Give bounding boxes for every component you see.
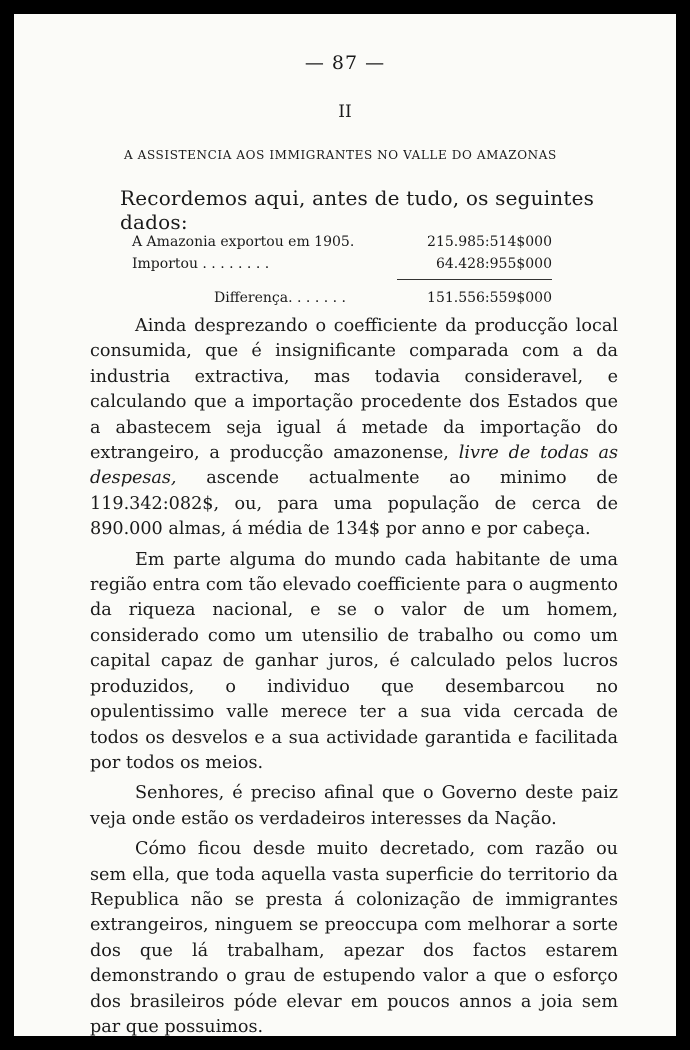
paragraph: Senhores, é preciso afinal que o Governo deste paiz veja onde estão os verdadeiros interesses da Nação. xyxy=(90,783,618,829)
table-row xyxy=(132,256,552,278)
intro-line: Recordemos aqui, antes de tudo, os seguintes dados: xyxy=(120,186,595,234)
table-row xyxy=(132,234,552,256)
paragraph xyxy=(90,314,618,543)
row-label: Importou . . . . . . . . xyxy=(132,256,270,272)
book-page xyxy=(14,14,676,1036)
chapter-number: II xyxy=(338,102,352,122)
row-value: 64.428:955$000 xyxy=(435,256,552,272)
trade-table xyxy=(132,234,552,312)
page-number: — 87 — xyxy=(304,52,386,74)
paragraph: Em parte alguma do mundo cada habitante de uma região entra com tão elevado coefficiente para o augmento da riqueza nacional, e se o valor de um homem, considerado como um utensilio de trabalho ou como um capital capaz de ganhar juros, é calculado pelos lucros produzidos, o individuo que desembarcou no opulentissimo valle merece ter a sua vida cercada de todos os desvelos e a sua actividade garantida e facilitada por todos os meios. xyxy=(90,549,618,773)
row-label: A Amazonia exportou em 1905. xyxy=(132,234,355,250)
total-value: 151.556:559$000 xyxy=(427,290,552,306)
body-text xyxy=(90,314,618,1045)
row-value: 215.985:514$000 xyxy=(427,234,552,250)
paragraph-text: ascende actualmente ao minimo de 119.342:082$, ou, para uma população de cerca de 890.000 almas, á média de 134$ por anno e por cabeça. xyxy=(90,468,618,540)
paragraph-text: Ainda desprezando o coefficiente da producção local consumida, que é insignificante comparada com a da industria extractiva, mas todavia consideravel, e calculando que a importação procedente dos Estados que a abastecem seja igual á metade da importação do extrangeiro, a producção amazonense, xyxy=(90,316,618,464)
table-total-row xyxy=(132,290,552,312)
total-label: Differença. . . . . . . xyxy=(214,290,346,306)
italic-phrase: livre de todas as despesas, xyxy=(90,443,618,489)
section-title: A ASSISTENCIA AOS IMMIGRANTES NO VALLE DO AMAZONAS xyxy=(124,148,557,162)
sum-rule xyxy=(397,279,552,280)
paragraph: Cómo ficou desde muito decretado, com razão ou sem ella, que toda aquella vasta superficie do territorio da Republica não se presta á colonização de immigrantes extrangeiros, ninguem se preoccupa com melhorar a sorte dos que lá trabalham, apezar dos factos estarem demonstrando o grau de estupendo valor a que o esforço dos brasileiros póde elevar em poucos annos a joia sem par que possuimos. xyxy=(90,839,618,1037)
